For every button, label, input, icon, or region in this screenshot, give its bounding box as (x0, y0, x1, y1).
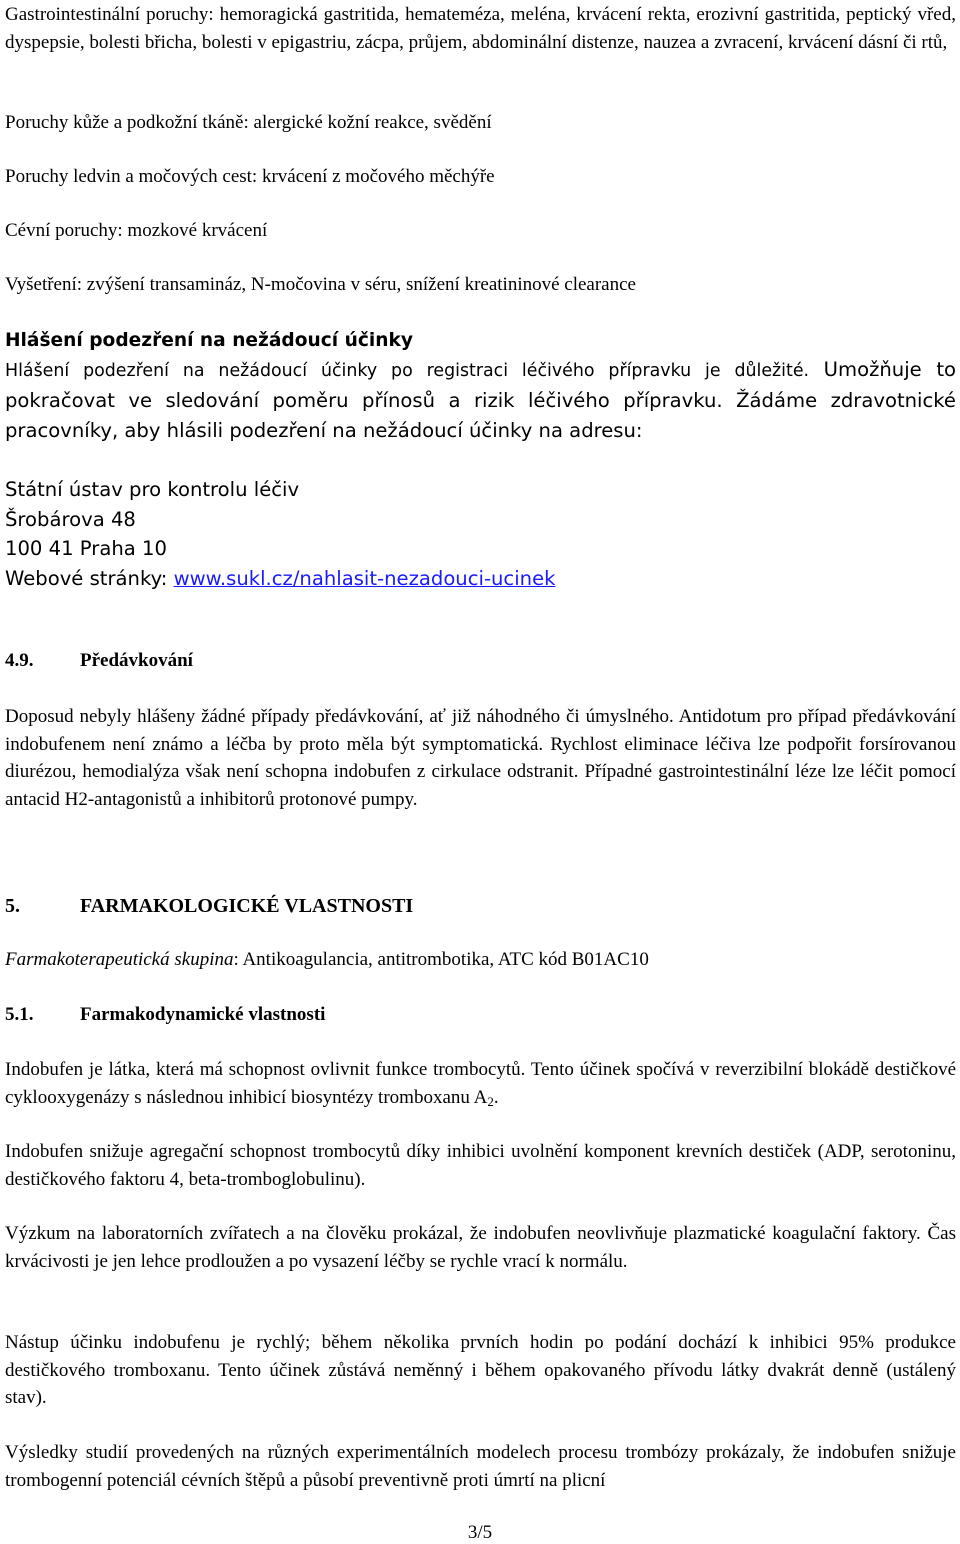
reporting-text-2: Umožňuje to pokračovat ve sledování poměru přínosů a rizik léčivého přípravku. (5, 358, 956, 412)
group-value: : Antikoagulancia, antitrombotika, ATC kód B01AC10 (233, 949, 649, 970)
section-5-heading (5, 893, 413, 919)
adverse-vascular-line: Cévní poruchy: mozkové krvácení (5, 220, 268, 241)
pd-p1-end: . (493, 1086, 499, 1108)
reporting-text-1: Hlášení podezření na nežádoucí účinky po registraci léčivého přípravku je důležité. (5, 361, 810, 381)
section-number: 4.9. (5, 650, 34, 671)
adverse-skin-line: Poruchy kůže a podkožní tkáně: alergické kožní reakce, svědění (5, 112, 492, 133)
adverse-kidney-line: Poruchy ledvin a močových cest: krvácení z močového měchýře (5, 166, 495, 187)
reporting-paragraph (5, 355, 956, 445)
adverse-exam-line: Vyšetření: zvýšení transamináz, N-močovina v séru, snížení kreatininové clearance (5, 274, 636, 295)
section-title: FARMAKOLOGICKÉ VLASTNOSTI (80, 895, 414, 917)
address-block (5, 475, 956, 593)
pd-p1-subscript: 2 (487, 1093, 494, 1109)
pharmacotherapeutic-group (5, 946, 956, 974)
group-label: Farmakoterapeutická skupina (5, 949, 234, 970)
section-number: 5.1. (5, 1004, 34, 1025)
adverse-gi-paragraph: Gastrointestinální poruchy: hemoragická gastritida, hemateméza, meléna, krvácení rekta, erozivní gastritida, peptický vřed, dyspepsie, bolesti břicha, bolesti v epigastriu, zácpa, průjem, abdominální distenze, nauzea a zvracení, krvácení dásní či rtů, (5, 4, 956, 53)
pd-paragraph-5: Výsledky studií provedených na různých experimentálních modelech procesu trombózy prokázaly, že indobufen snižuje trombogenní potenciál cévních štěpů a působí preventivně proti úmrtí na plicní (5, 1442, 956, 1491)
address-web (5, 564, 956, 594)
reporting-heading: Hlášení podezření na nežádoucí účinky (5, 330, 413, 351)
reporting-web-link[interactable]: www.sukl.cz/nahlasit-nezadouci-ucinek (173, 566, 556, 590)
pd-p1-text: Indobufen je látka, která má schopnost ovlivnit funkce trombocytů. Tento účinek spočívá v reverzibilní blokádě destičkové cyklooxygenázy s následnou inhibicí biosyntézy tromboxanu A (5, 1059, 956, 1108)
overdose-paragraph: Doposud nebyly hlášeny žádné případy předávkování, ať již náhodného či úmyslného. Antidotum pro případ předávkování indobufenem není známo a léčba by proto měla být symptomatická. Rychlost eliminace léčiva lze podpořit forsírovanou diurézou, hemodialýza však není schopna indobufen z cirkulace odstranit. Případné gastrointestinální léze lze léčit pomocí antacid H2-antagonistů a inhibitorů protonové pumpy. (5, 706, 956, 810)
address-street: Šrobárova 48 (5, 507, 136, 531)
pd-paragraph-4: Nástup účinku indobufenu je rychlý; během několika prvních hodin po podání dochází k inhibici 95% produkce destičkového tromboxanu. Tento účinek zůstává neměnný i během opakovaného přívodu látky dvakrát denně (ustálený stav). (5, 1332, 956, 1408)
pd-paragraph-3: Výzkum na laboratorních zvířatech a na člověku prokázal, že indobufen neovlivňuje plazmatické koagulační faktory. Čas krvácivosti je jen lehce prodloužen a po vysazení léčby se rychle vrací k normálu. (5, 1223, 956, 1272)
pd-paragraph-2: Indobufen snižuje agregační schopnost trombocytů díky inhibici uvolnění komponent krevních destiček (ADP, serotoninu, destičkového faktoru 4, beta-tromboglobulinu). (5, 1141, 956, 1190)
address-institution: Státní ústav pro kontrolu léčiv (5, 478, 300, 501)
web-label: Webové stránky: (5, 566, 174, 590)
page-number: 3/5 (467, 1522, 493, 1543)
address-city: 100 41 Praha 10 (5, 537, 167, 560)
section-title: Farmakodynamické vlastnosti (80, 1004, 326, 1025)
section-5-1-heading (5, 1002, 325, 1028)
section-title: Předávkování (80, 650, 193, 671)
section-number: 5. (5, 895, 20, 917)
pd-paragraph-1 (5, 1056, 956, 1111)
section-4-9-heading (5, 648, 193, 674)
reporting-text-3: Žádáme zdravotnické pracovníky, aby hlásili podezření na nežádoucí účinky na adresu: (5, 389, 956, 442)
